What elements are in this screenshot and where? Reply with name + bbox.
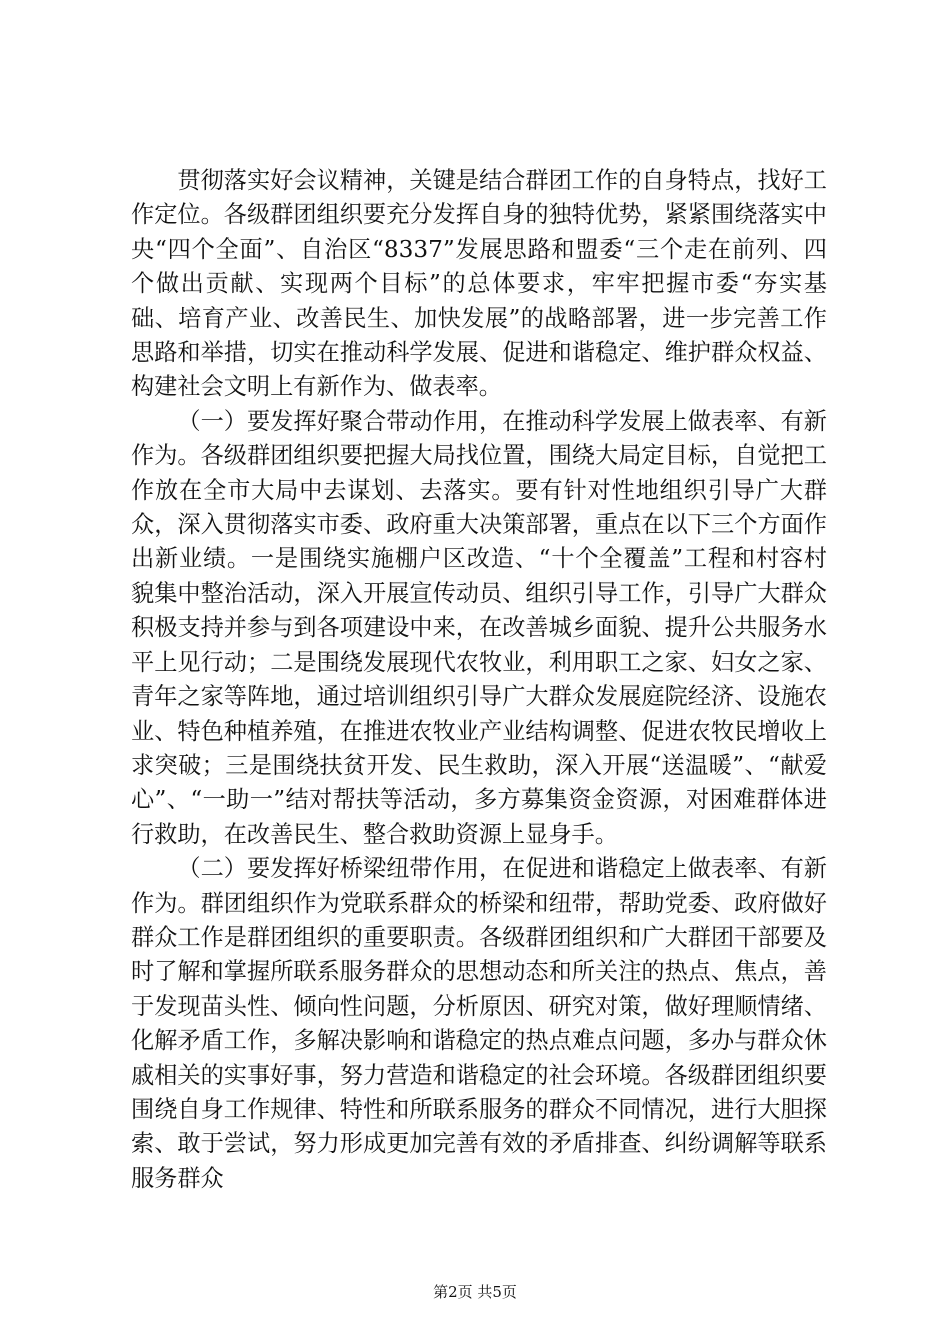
paragraph-section-one: （一）要发挥好聚合带动作用，在推动科学发展上做表率、有新作为。各级群团组织要把握大局找位置，围绕大局定目标，自觉把工作放在全市大局中去谋划、去落实。要有针对性地组织引导广大群众，深入贯彻落实市委、政府重大决策部署，重点在以下三个方面作出新业绩。一是围绕实施棚户区改造、“十个全覆盖”工程和村容村貌集中整治活动，深入开展宣传动员、组织引导工作，引导广大群众积极支持并参与到各项建设中来，在改善城乡面貌、提升公共服务水平上见行动；二是围绕发展现代农牧业，利用职工之家、妇女之家、青年之家等阵地，通过培训组织引导广大群众发展庭院经济、设施农业、特色种植养殖，在推进农牧业产业结构调整、促进农牧民增收上求突破；三是围绕扶贫开发、民生救助，深入开展“送温暖”、“献爱心”、“一助一”结对帮扶等活动，多方募集资金资源，对困难群体进行救助，在改善民生、整合救助资源上显身手。 [131, 407, 827, 848]
document-body [131, 164, 827, 1196]
paragraph-section-two: （二）要发挥好桥梁纽带作用，在促进和谐稳定上做表率、有新作为。群团组织作为党联系群众的桥梁和纽带，帮助党委、政府做好群众工作是群团组织的重要职责。各级群团组织和广大群团干部要及时了解和掌握所联系服务群众的思想动态和所关注的热点、焦点，善于发现苗头性、倾向性问题，分析原因、研究对策，做好理顺情绪、化解矛盾工作，多解决影响和谐稳定的热点难点问题，多办与群众休戚相关的实事好事，努力营造和谐稳定的社会环境。各级群团组织要围绕自身工作规律、特性和所联系服务的群众不同情况，进行大胆探索、敢于尝试，努力形成更加完善有效的矛盾排查、纠纷调解等联系服务群众 [131, 855, 827, 1192]
paragraph-intro: 贯彻落实好会议精神，关键是结合群团工作的自身特点，找好工作定位。各级群团组织要充分发挥自身的独特优势，紧紧围绕落实中央“四个全面”、自治区“8337”发展思路和盟委“三个走在前列、四个做出贡献、实现两个目标”的总体要求，牢牢把握市委“夯实基础、培育产业、改善民生、加快发展”的战略部署，进一步完善工作思路和举措，切实在推动科学发展、促进和谐稳定、维护群众权益、构建社会文明上有新作为、做表率。 [131, 167, 827, 401]
page-number-footer: 第2页 共5页 [433, 1283, 517, 1301]
